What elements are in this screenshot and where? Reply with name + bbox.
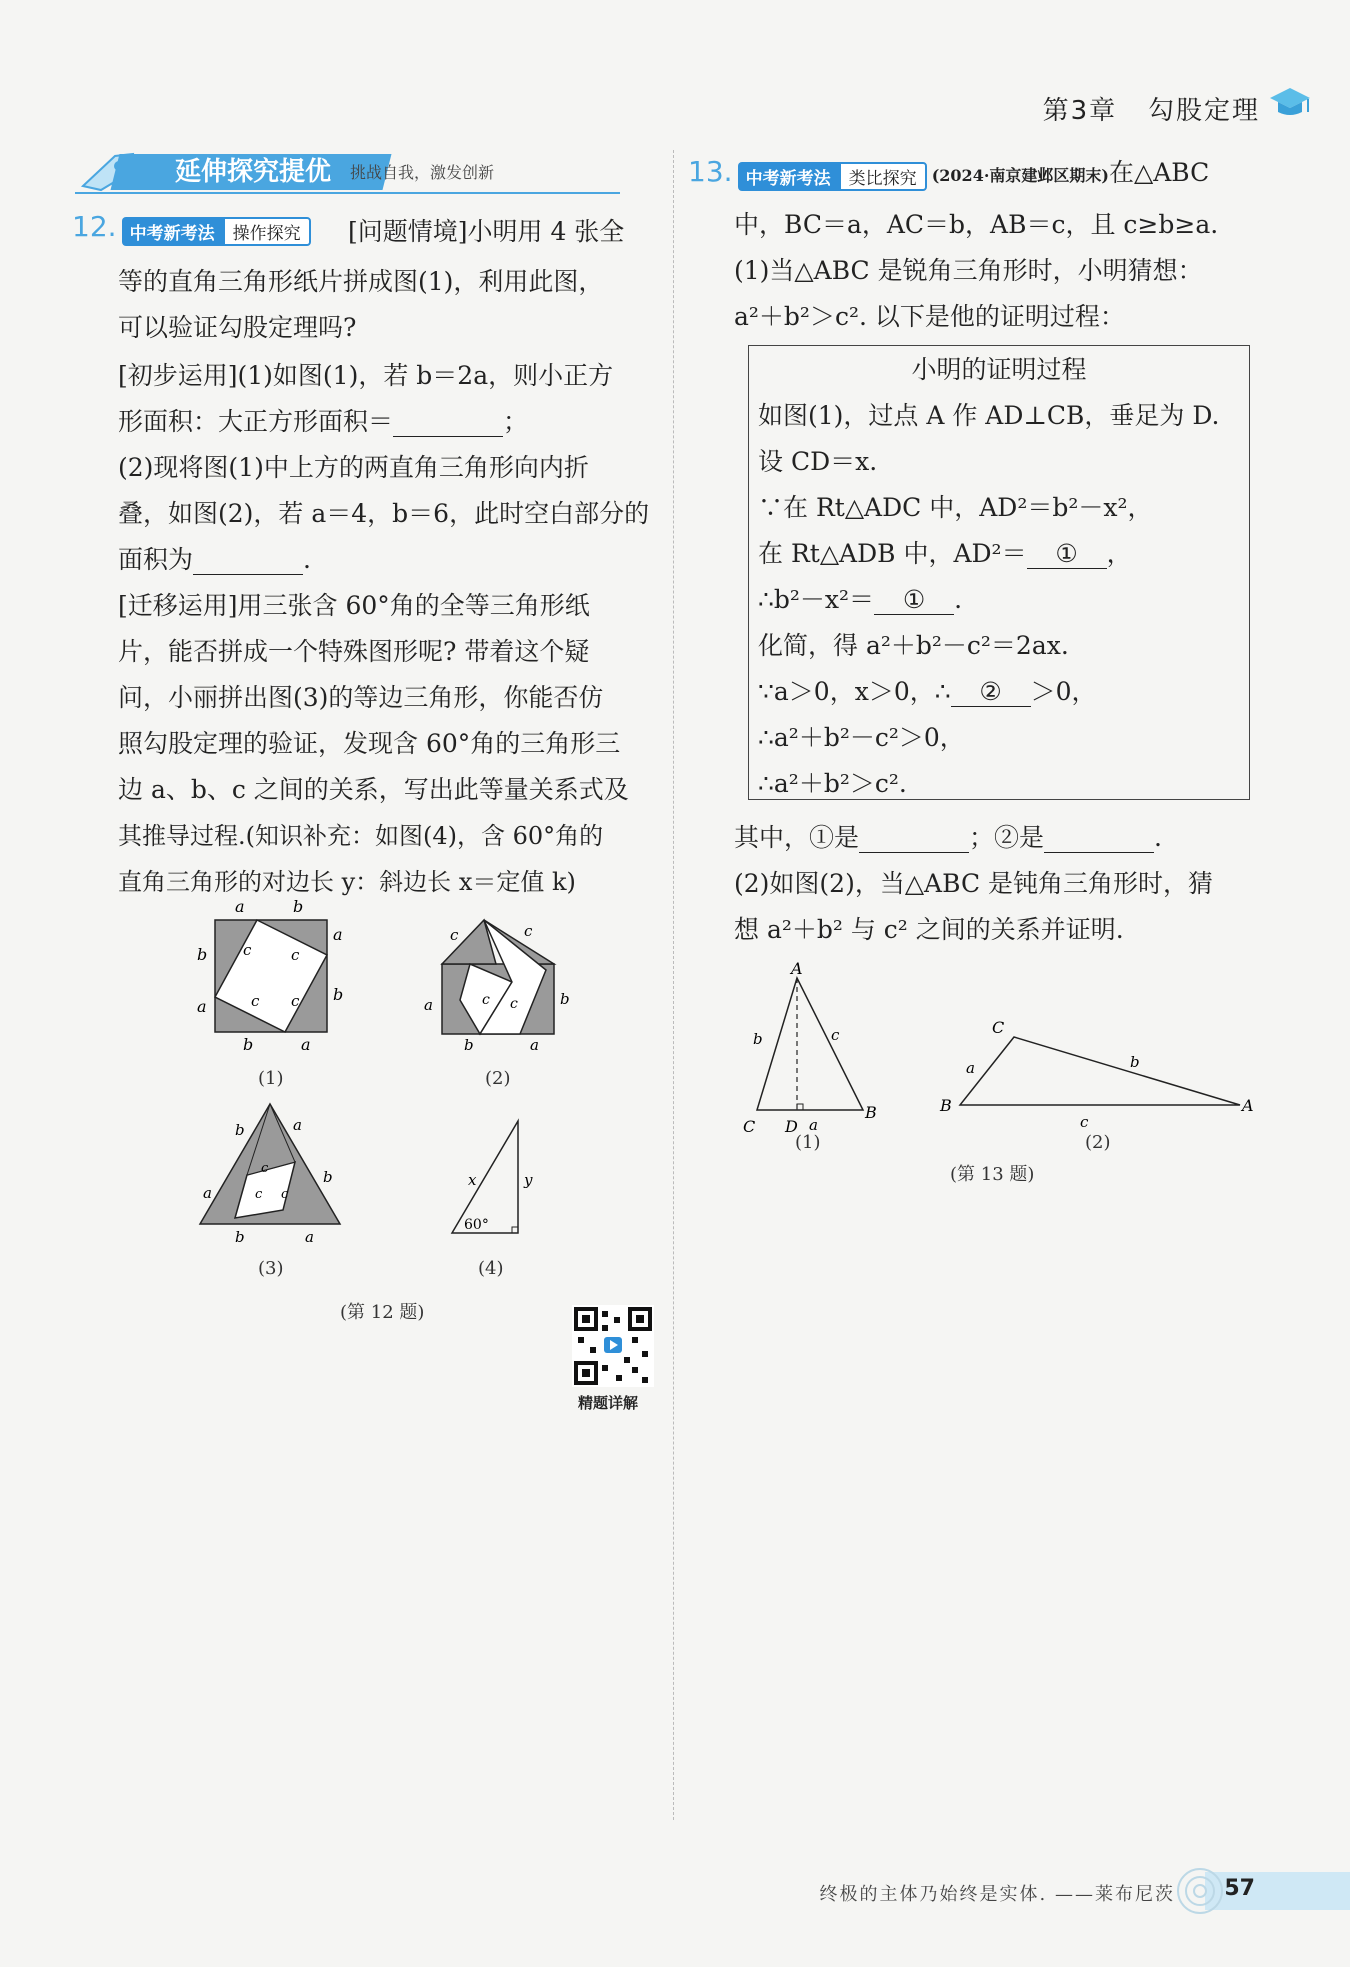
q12-line-11: 照勾股定理的验证，发现含 60°角的三角形三: [118, 729, 621, 758]
proof-line-2: ∵在 Rt△ADC 中，AD²＝b²－x²，: [758, 493, 1153, 522]
chapter-number: 第3章: [1042, 96, 1118, 126]
svg-text:b: b: [243, 1035, 254, 1054]
svg-text:b: b: [235, 1121, 245, 1139]
q13-tag-type: 类比探究: [839, 162, 927, 191]
svg-text:a: a: [235, 900, 245, 916]
q13-answer-line: 其中，①是 ；②是 .: [734, 823, 1162, 852]
svg-text:b: b: [197, 945, 208, 964]
q12-fig2-label: (2): [485, 1068, 511, 1089]
proof-line-7: ∴a²＋b²－c²＞0，: [758, 723, 965, 752]
svg-text:c: c: [281, 1187, 289, 1202]
q12-line-8: [迁移运用]用三张含 60°角的全等三角形纸: [118, 591, 590, 620]
proof-line-3-text: 在 Rt△ADB 中，AD²＝: [758, 539, 1027, 568]
svg-text:a: a: [197, 997, 207, 1016]
q12-caption: (第 12 题): [340, 1302, 425, 1323]
svg-text:a: a: [966, 1059, 975, 1077]
svg-text:C: C: [743, 1117, 756, 1136]
proof-blank-1a: ①: [1027, 539, 1107, 569]
q12-line-7: 面积为 .: [118, 545, 311, 574]
chapter-title: 勾股定理: [1147, 96, 1260, 126]
footer-quote: 终极的主体乃始终是实体. ——莱布尼茨: [819, 1884, 1175, 1905]
q13-line-0: 在△ABC: [1108, 158, 1210, 187]
proof-line-3: 在 Rt△ADB 中，AD²＝ ① ，: [758, 539, 1132, 568]
q12-fig1-label: (1): [258, 1068, 284, 1089]
q12-line-4: 形面积：大正方形面积＝ ；: [118, 407, 529, 436]
qr-code-icon[interactable]: [572, 1305, 654, 1387]
q13-line-1: 中，BC＝a，AC＝b，AB＝c，且 c≥b≥a.: [734, 210, 1219, 239]
q12-figure-3: [195, 1100, 375, 1260]
svg-text:a: a: [301, 1035, 311, 1054]
banner-title: 延伸探究提优: [175, 157, 332, 187]
svg-text:A: A: [1242, 1096, 1254, 1115]
q12-tag-type: 操作探究: [223, 217, 311, 246]
proof-line-0: 如图(1)，过点 A 作 AD⊥CB，垂足为 D.: [758, 401, 1220, 430]
svg-text:c: c: [1080, 1113, 1089, 1131]
q12-header: [72, 210, 311, 246]
svg-text:60°: 60°: [464, 1217, 489, 1233]
page-number: 57: [1224, 1876, 1255, 1901]
q13-answer-blank-2: [1044, 823, 1154, 853]
q12-line-1: 等的直角三角形纸片拼成图(1)，利用此图，: [118, 267, 604, 296]
svg-text:c: c: [255, 1187, 263, 1202]
q13-fig2-label: (2): [1085, 1132, 1111, 1153]
svg-text:b: b: [1130, 1053, 1140, 1071]
svg-text:a: a: [305, 1228, 314, 1246]
q12-blank-2: [193, 545, 303, 575]
proof-line-4-text: ∴b²－x²＝: [758, 585, 875, 614]
q12-line-6: 叠，如图(2)，若 a＝4，b＝6，此时空白部分的: [118, 499, 650, 528]
q12-line-9: 片，能否拼成一个特殊图形呢? 带着这个疑: [118, 637, 590, 666]
section-banner: [75, 150, 620, 198]
banner-underline: [75, 192, 620, 194]
svg-text:x: x: [468, 1171, 477, 1189]
svg-text:b: b: [235, 1228, 245, 1246]
proof-blank-2: ②: [951, 677, 1031, 707]
svg-text:y: y: [524, 1171, 533, 1189]
svg-text:b: b: [333, 985, 344, 1004]
q12-line-5: (2)现将图(1)中上方的两直角三角形向内折: [118, 453, 589, 482]
q12-blank-1: [393, 407, 503, 437]
proof-line-6: ∵a＞0，x＞0，∴ ② ＞0，: [758, 677, 1097, 706]
svg-text:B: B: [865, 1103, 877, 1122]
svg-text:b: b: [293, 900, 304, 916]
q13-header: [688, 153, 1209, 191]
graduation-cap-icon: [1268, 84, 1312, 120]
svg-text:a: a: [530, 1036, 539, 1054]
q12-line-2: 可以验证勾股定理吗?: [118, 313, 357, 342]
svg-text:c: c: [482, 992, 490, 1008]
q12-figure-2: [420, 900, 590, 1085]
q13-figure-2: [930, 1015, 1270, 1135]
q12-line-0: [问题情境]小明用 4 张全: [348, 217, 625, 246]
q13-after-0: 其中，①是: [734, 823, 860, 852]
svg-text:A: A: [791, 960, 803, 978]
q12-figure-1: [195, 900, 375, 1085]
svg-text:c: c: [291, 946, 300, 964]
svg-text:B: B: [940, 1096, 952, 1115]
q13-source: (2024·南京建邺区期末): [931, 166, 1109, 185]
column-divider: [673, 150, 674, 1820]
q12-line-4-text: 形面积：大正方形面积＝: [118, 407, 394, 436]
svg-text:C: C: [992, 1018, 1005, 1037]
svg-text:b: b: [464, 1036, 474, 1054]
swirl-icon: [1175, 1866, 1225, 1916]
q12-line-12: 边 a、b、c 之间的关系，写出此等量关系式及: [118, 775, 629, 804]
proof-line-6-text: ∵a＞0，x＞0，∴: [758, 677, 951, 706]
svg-text:b: b: [323, 1168, 333, 1186]
q13-figure-1: [735, 960, 895, 1140]
qr-label: 精题详解: [578, 1394, 639, 1412]
q13-after-3: 想 a²＋b² 与 c² 之间的关系并证明.: [734, 915, 1124, 944]
q13-after-2: (2)如图(2)，当△ABC 是钝角三角形时，猜: [734, 869, 1214, 898]
q13-line-3: a²＋b²＞c². 以下是他的证明过程：: [734, 302, 1125, 331]
proof-line-4: ∴b²－x²＝ ① .: [758, 585, 963, 614]
q13-after-1: ；②是: [969, 823, 1045, 852]
svg-text:a: a: [809, 1116, 818, 1134]
svg-text:c: c: [291, 992, 300, 1010]
banner-subtitle: 挑战自我，激发创新: [350, 163, 495, 182]
svg-text:c: c: [510, 996, 518, 1012]
q13-caption: (第 13 题): [950, 1164, 1035, 1185]
svg-text:a: a: [293, 1116, 302, 1134]
q12-tag-exam: 中考新考法: [122, 217, 223, 246]
q13-number: 13.: [688, 155, 733, 188]
q12-figure-4: [440, 1115, 550, 1255]
q12-fig3-label: (3): [258, 1258, 284, 1279]
svg-text:c: c: [261, 1161, 269, 1176]
q12-line-13: 其推导过程.(知识补充：如图(4)，含 60°角的: [118, 822, 604, 850]
svg-text:a: a: [333, 925, 343, 944]
q12-line-14: 直角三角形的对边长 y：斜边长 x＝定值 k): [118, 868, 576, 896]
q13-answer-blank-1: [859, 823, 969, 853]
svg-text:c: c: [450, 926, 459, 944]
proof-line-5: 化简，得 a²＋b²－c²＝2ax.: [758, 631, 1069, 660]
svg-text:c: c: [251, 992, 260, 1010]
q12-fig4-label: (4): [478, 1258, 504, 1279]
q12-line-3: [初步运用](1)如图(1)，若 b＝2a，则小正方: [118, 361, 614, 390]
proof-line-8: ∴a²＋b²＞c².: [758, 769, 907, 798]
svg-text:a: a: [424, 996, 433, 1014]
proof-line-1: 设 CD＝x.: [758, 447, 878, 476]
q12-line-10: 问，小丽拼出图(3)的等边三角形，你能否仿: [118, 683, 604, 712]
q12-line-7-text: 面积为: [118, 545, 194, 574]
svg-text:c: c: [831, 1026, 840, 1044]
proof-title: 小明的证明过程: [911, 355, 1087, 384]
q13-fig1-label: (1): [795, 1132, 821, 1153]
q13-tag-exam: 中考新考法: [738, 162, 839, 191]
svg-text:D: D: [785, 1117, 798, 1136]
q13-line-2: (1)当△ABC 是锐角三角形时，小明猜想：: [734, 256, 1203, 285]
proof-blank-1b: ①: [874, 585, 954, 615]
svg-text:b: b: [753, 1030, 763, 1048]
chapter-header: [1043, 90, 1260, 127]
q12-number: 12.: [72, 210, 117, 243]
svg-text:c: c: [243, 941, 252, 959]
svg-text:b: b: [560, 990, 570, 1008]
svg-text:a: a: [203, 1184, 212, 1202]
svg-text:c: c: [524, 922, 533, 940]
